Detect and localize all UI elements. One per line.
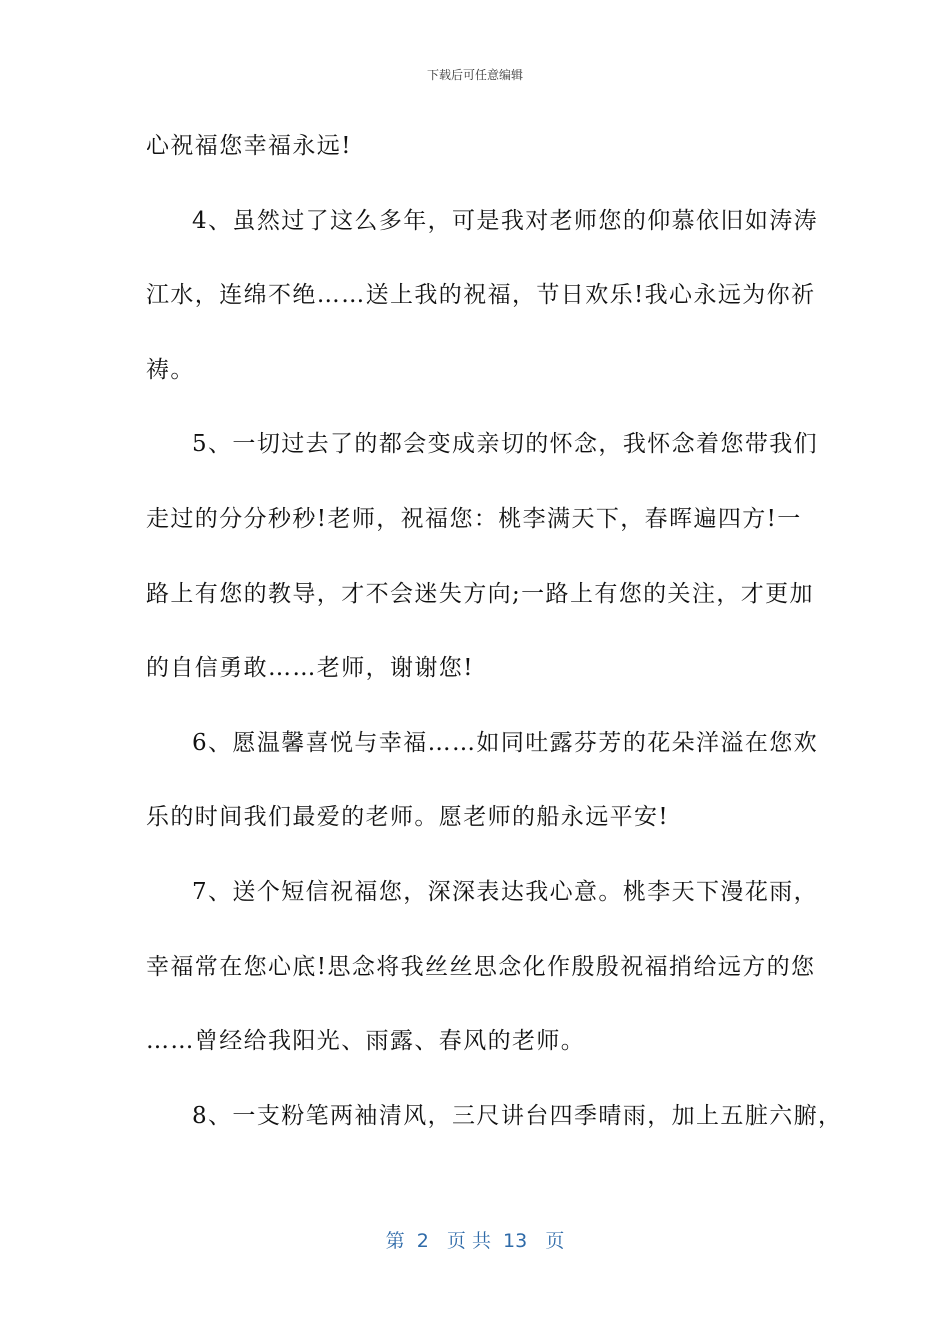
body-text	[146, 123, 843, 1167]
text-line: 江水，连绵不绝……送上我的祝福，节日欢乐!我心永远为你祈	[146, 282, 816, 309]
text-line: 路上有您的教导，才不会迷失方向;一路上有您的关注，才更加	[146, 580, 814, 607]
text-line: 乐的时间我们最爱的老师。愿老师的船永远平安!	[146, 804, 670, 831]
text-line: 幸福常在您心底!思念将我丝丝思念化作殷殷祝福捎给远方的您	[146, 953, 816, 980]
text-line: 祷。	[146, 356, 195, 383]
page-footer: 第 2 页 共 13 页	[385, 1230, 565, 1252]
text-line: ……曾经给我阳光、雨露、春风的老师。	[146, 1028, 586, 1055]
paragraph-7-line: 7、送个短信祝福您，深深表达我心意。桃李天下漫花雨，	[192, 878, 819, 905]
text-line: 的自信勇敢……老师，谢谢您!	[146, 655, 474, 682]
paragraph-6-line: 6、愿温馨喜悦与幸福……如同吐露芬芳的花朵洋溢在您欢	[192, 729, 819, 756]
text-line: 心祝福您幸福永远!	[146, 133, 352, 159]
text-line: 走过的分分秒秒!老师，祝福您：桃李满天下，春晖遍四方!一	[146, 505, 802, 532]
paragraph-8-line: 8、一支粉笔两袖清风，三尺讲台四季晴雨，加上五脏六腑，	[192, 1102, 843, 1129]
page-header: 下载后可任意编辑	[426, 68, 523, 82]
paragraph-5-line: 5、一切过去了的都会变成亲切的怀念，我怀念着您带我们	[192, 431, 819, 458]
paragraph-4-line: 4、虽然过了这么多年，可是我对老师您的仰慕依旧如涛涛	[192, 207, 819, 234]
